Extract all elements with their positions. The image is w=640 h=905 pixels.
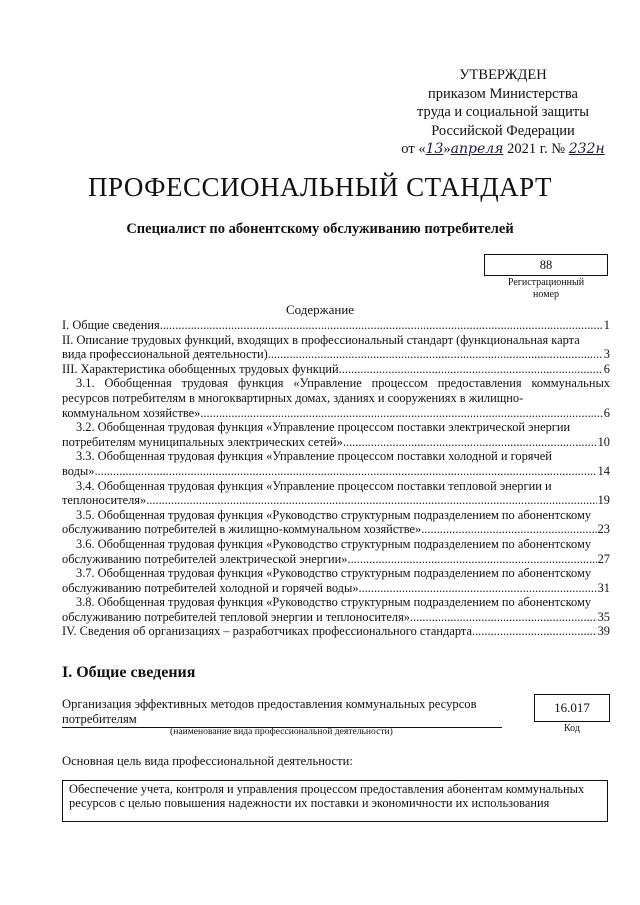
toc-item-page: 6 [603,405,610,420]
approval-block [388,66,618,159]
toc-item-text: I. Общие сведения [62,318,160,332]
toc-item[interactable] [62,566,610,595]
date-day: 13 [425,141,444,157]
table-of-contents [62,318,610,639]
document-title: ПРОФЕССИОНАЛЬНЫЙ СТАНДАРТ [87,172,553,202]
toc-item-page: 39 [597,624,610,639]
toc-item-text-start: 3.1. Обобщенная трудовая функция «Управление процессом предоставления коммунальных ресурсов потребителям в многоквартирных домах, зданиях и сооружениях в жилищно- [62,376,610,405]
toc-item-text: потребителям муниципальных электрических сетей» [62,434,343,449]
toc-item[interactable] [62,595,610,624]
activity-name: Организация эффективных методов предоставления коммунальных ресурсов потребителям [62,697,502,728]
toc-item[interactable] [62,624,610,639]
toc-item-text-start: 3.2. Обобщенная трудовая функция «Управление процессом поставки электрической энергии [76,420,571,435]
approval-date-line [388,140,618,159]
toc-item-text: обслуживанию потребителей в жилищно-коммунальном хозяйстве» [62,522,422,537]
toc-item-text: IV. Сведения об организациях – разработчиках профессионального стандарта [62,624,472,639]
registration-number-box: 88 [484,254,608,276]
toc-item[interactable] [62,376,610,420]
toc-item-text-start: 3.7. Обобщенная трудовая функция «Руководство структурным подразделением по абонентскому [76,566,592,581]
activity-code-box: 16.017 [534,694,610,722]
toc-item[interactable] [62,420,610,449]
toc-item-page: 35 [597,609,610,624]
date-year: 2021 г. № [503,141,569,157]
toc-item[interactable] [62,537,610,566]
document-subtitle: Специалист по абонентскому обслуживанию потребителей [126,221,514,237]
toc-item-text-start: 3.8. Обобщенная трудовая функция «Руководство структурным подразделением по абонентскому [76,595,592,610]
toc-item-text: обслуживанию потребителей тепловой энергии и теплоносителя» [62,609,411,624]
toc-item-page: 1 [603,318,610,332]
toc-item-page: 19 [597,493,610,508]
toc-item-page: 6 [603,361,610,376]
toc-item-page: 23 [597,522,610,537]
registration-label [484,277,608,301]
date-month: апреля [450,141,504,157]
toc-item-page: 27 [597,551,610,566]
activity-name-caption: (наименование вида профессиональной деятельности) [170,726,393,737]
toc-item-page: 31 [597,580,610,595]
toc-item-text-start: 3.6. Обобщенная трудовая функция «Руководство структурным подразделением по абонентскому [76,536,592,551]
toc-item-page: 10 [597,434,610,449]
approval-line-3: Российской Федерации [431,122,575,139]
toc-item-text-start: 3.4. Обобщенная трудовая функция «Управление процессом поставки тепловой энергии и [76,478,552,493]
goal-text-box: Обеспечение учета, контроля и управления процессом предоставления абонентам коммунальных ресурсов с целью повышения надежности их поставки и экономичности их использования [62,780,608,822]
toc-item[interactable] [62,333,610,362]
section-heading-general-info: I. Общие сведения [62,664,196,681]
toc-item[interactable] [62,449,610,478]
toc-item[interactable] [62,362,610,377]
toc-title: Содержание [285,302,355,317]
toc-item-text-start: 3.5. Обобщенная трудовая функция «Руководство структурным подразделением по абонентскому [76,507,592,522]
approval-line-1: приказом Министерства [428,85,578,102]
toc-item-page: 3 [603,347,610,362]
date-prefix: от « [401,141,426,157]
goal-label: Основная цель вида профессиональной деятельности: [62,754,353,768]
toc-item-text-start: II. Описание трудовых функций, входящих в профессиональный стандарт (функциональная карта [62,332,580,347]
registration-label-line-2: номер [533,289,559,300]
toc-item-text: воды» [62,463,95,478]
approval-line-2: труда и социальной защиты [417,104,589,120]
registration-label-line-1: Регистрационный [507,277,585,288]
toc-item-text-start: 3.3. Обобщенная трудовая функция «Управление процессом поставки холодной и горячей [76,449,552,464]
toc-item-text: вида профессиональной деятельности) [62,347,268,362]
approval-heading: УТВЕРЖДЕН [459,67,547,83]
activity-code-label: Код [564,723,580,734]
toc-item-text: обслуживанию потребителей холодной и горячей воды» [62,580,359,595]
toc-item[interactable] [62,508,610,537]
toc-item-text: коммунальном хозяйстве» [62,405,201,420]
date-mid: » [443,141,451,157]
toc-item[interactable] [62,318,610,333]
order-number: 232н [568,141,605,157]
toc-item-text: обслуживанию потребителей электрической энергии» [62,551,348,566]
toc-item-text: теплоносителя» [62,493,147,508]
toc-item[interactable] [62,479,610,508]
toc-item-page: 14 [597,463,610,478]
toc-item-text: III. Характеристика обобщенных трудовых функций [62,361,339,376]
